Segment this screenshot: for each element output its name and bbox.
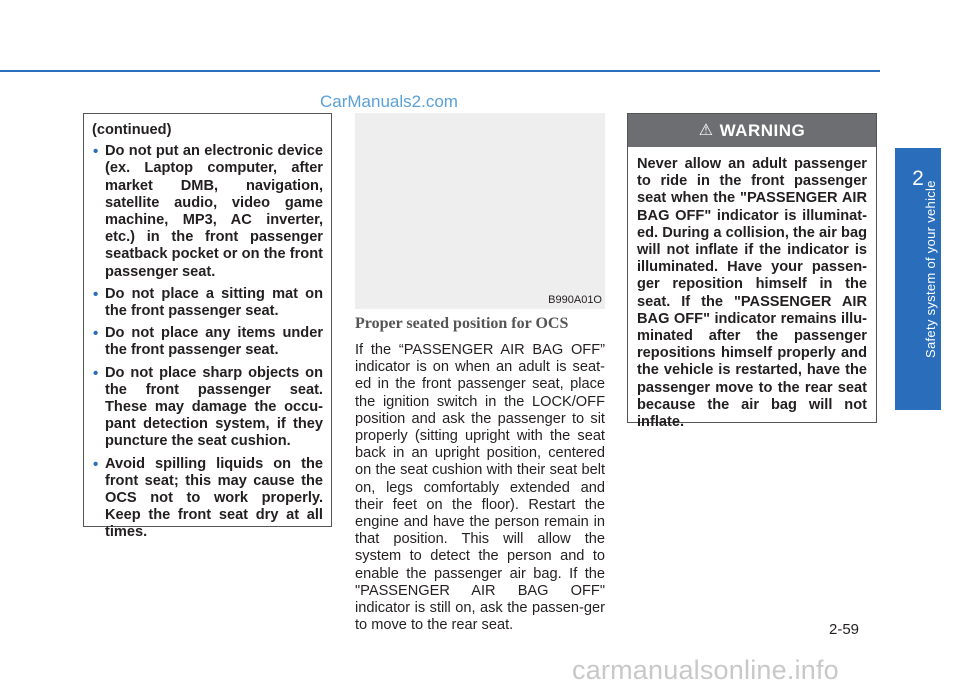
bullet-icon: • bbox=[93, 455, 99, 473]
illustration-placeholder bbox=[355, 113, 605, 309]
chapter-label: Safety system of your vehicle bbox=[923, 180, 938, 358]
bullet-icon: • bbox=[93, 143, 99, 161]
list-item: • Do not place a sitting mat on the front passenger seat. bbox=[93, 285, 323, 320]
bullet-icon: • bbox=[93, 364, 99, 382]
page-number: 2-59 bbox=[829, 621, 860, 638]
list-item: • Do not place sharp objects on the front passenger seat. These may damage the occu-pant detection system, if they puncture the seat cushion. bbox=[93, 364, 323, 450]
warning-box bbox=[627, 113, 877, 431]
section-body: If the “PASSENGER AIR BAG OFF” indicator is on when an adult is seat-ed in the front passenger seat, place the ignition switch in the LOCK/OFF position and ask the passenger to sit properly (sitting upright with the seat back in an upright position, centered on the seat cushion with their seat belt on, legs comfortably extended and their feet on the floor). Restart the engine and have the person remain in that position. This will allow the system to detect the person and to enable the passenger air bag. If the "PASSENGER AIR BAG OFF" indicator is still on, ask the passen-ger to move to the rear seat. bbox=[355, 342, 605, 634]
bullet-icon: • bbox=[93, 325, 99, 343]
watermark-top: CarManuals2.com bbox=[320, 92, 458, 111]
chapter-number: 2 bbox=[912, 167, 924, 190]
list-item: • Do not put an electronic device (ex. Laptop computer, after market DMB, navigation, satellite audio, video game machine, MP3, AC inverter, etc.) in the front passenger seatback pocket or on the front passenger seat. bbox=[93, 143, 323, 280]
list-item: • Do not place any items under the front passenger seat. bbox=[93, 325, 323, 359]
warning-header bbox=[628, 114, 876, 147]
header-rule bbox=[0, 70, 880, 72]
watermark-bottom: carmanualsonline.info bbox=[572, 655, 839, 685]
warning-label: WARNING bbox=[719, 120, 806, 140]
chapter-tab bbox=[895, 148, 941, 410]
figure-code: B990A01O bbox=[548, 294, 602, 306]
continued-caution-box bbox=[83, 113, 332, 541]
bullet-icon: • bbox=[93, 285, 99, 303]
list-item: • Avoid spilling liquids on the front seat; this may cause the OCS not to work properly. Keep the front seat dry at all times. bbox=[93, 455, 323, 541]
continued-heading: (continued) bbox=[92, 122, 172, 138]
section-title: Proper seated position for OCS bbox=[355, 315, 569, 332]
warning-text: Never allow an adult passenger to ride in the front passenger seat when the "PASSENGER AIR BAG OFF" indicator is illuminat-ed. During a collision, the air bag will not inflate if the indicator is illuminated. Have your passen-ger reposition himself in the seat. If the "PASSENGER AIR BAG OFF" indicator remains illu-minated after the passenger repositions himself properly and the vehicle is restarted, have the passenger move to the rear seat because the air bag will not inflate. bbox=[637, 156, 867, 431]
warning-triangle-icon: ⚠ bbox=[698, 121, 714, 139]
caution-list bbox=[92, 143, 323, 541]
